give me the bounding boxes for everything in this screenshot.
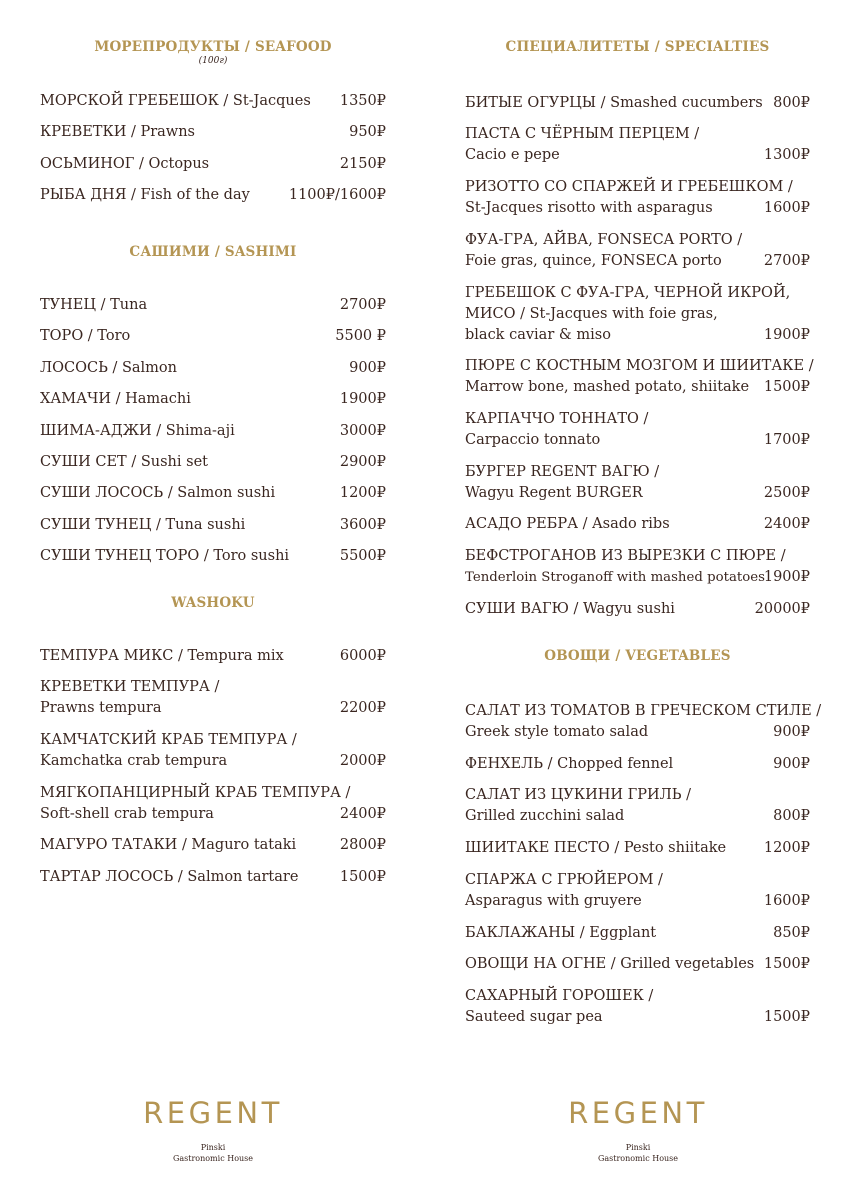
brand-tagline-line1: Pinski (625, 1143, 651, 1152)
section-sashimi (40, 244, 386, 564)
menu-item (465, 701, 822, 743)
menu-item-name: ШИМА-АДЖИ / Shima-aji (40, 423, 235, 439)
menu-item-name: ПЮРЕ С КОСТНЫМ МОЗГОМ И ШИИТАКЕ / (465, 358, 814, 374)
menu-item-price: 1600₽ (763, 893, 810, 909)
menu-item (465, 356, 814, 398)
menu-item-name: РИЗОТТО СО СПАРЖЕЙ И ГРЕБЕШКОМ / (465, 179, 793, 195)
section-header (40, 39, 386, 66)
menu-item-name: ЛОСОСЬ / Salmon (40, 360, 177, 376)
menu-item-name: Tenderloin Stroganoff with mashed potatoes (465, 570, 765, 585)
menu-item-price: 1900₽ (339, 391, 386, 407)
section-header (40, 244, 386, 260)
menu-item-price: 1700₽ (763, 432, 810, 448)
brand-footer-left (83, 1096, 343, 1164)
menu-item-price: 1500₽ (763, 1009, 810, 1025)
menu-item-name: МАГУРО ТАТАКИ / Maguro tataki (40, 837, 297, 853)
menu-item-price: 1350₽ (339, 93, 386, 109)
menu-item-name: АСАДО РЕБРА / Asado ribs (465, 516, 670, 532)
menu-item-name: Foie gras, quince, FONSECA porto (465, 253, 722, 269)
menu-item-name: САЛАТ ИЗ ТОМАТОВ В ГРЕЧЕСКОМ СТИЛЕ / (465, 703, 822, 719)
section-washoku (40, 595, 386, 885)
brand-tagline-line2: Gastronomic House (597, 1154, 679, 1163)
menu-item-price: 800₽ (773, 95, 810, 111)
section-title: ОВОЩИ / VEGETABLES (544, 648, 731, 664)
menu-item-price: 5500₽ (339, 548, 386, 564)
menu-item-price: 1900₽ (763, 569, 810, 585)
menu-item-name: Grilled zucchini salad (465, 808, 625, 824)
menu-item (40, 835, 386, 856)
menu-item-name: СУШИ ТУНЕЦ ТОРО / Toro sushi (40, 548, 290, 564)
menu-item-price: 1900₽ (763, 327, 810, 343)
menu-item-name: black caviar & miso (465, 327, 611, 343)
brand-footer-right (508, 1096, 768, 1164)
section-header (465, 648, 810, 664)
menu-item (40, 421, 386, 442)
menu-item-name: ТОРО / Toro (40, 328, 131, 344)
menu-item-name: St-Jacques risotto with asparagus (465, 200, 713, 216)
menu-item-price: 2200₽ (339, 700, 386, 716)
section-title: СПЕЦИАЛИТЕТЫ / SPECIALTIES (505, 39, 770, 55)
regent-logo: REGENT (568, 1096, 708, 1130)
menu-item-name: СУШИ ВАГЮ / Wagyu sushi (465, 601, 675, 617)
menu-item (465, 283, 810, 346)
menu-item (465, 409, 810, 451)
menu-item-name: САХАРНЫЙ ГОРОШЕК / (465, 988, 654, 1004)
menu-item (40, 326, 386, 347)
menu-item-name: КАМЧАТСКИЙ КРАБ ТЕМПУРА / (40, 732, 297, 748)
menu-item-price: 2700₽ (763, 253, 810, 269)
menu-item-name: ПАСТА С ЧЁРНЫМ ПЕРЦЕМ / (465, 126, 700, 142)
menu-item-name: БУРГЕР REGENT ВАГЮ / (465, 464, 660, 480)
menu-item (465, 986, 810, 1028)
menu-item (40, 546, 386, 567)
brand-tagline-line2: Gastronomic House (172, 1154, 254, 1163)
menu-item-price: 2900₽ (339, 454, 386, 470)
menu-item-price: 2000₽ (339, 753, 386, 769)
menu-item (465, 954, 810, 975)
menu-item-name: ФУА-ГРА, АЙВА, FONSECA PORTO / (465, 232, 743, 248)
menu-item-name: РЫБА ДНЯ / Fish of the day (40, 187, 250, 203)
menu-item (40, 185, 386, 206)
menu-item-name: Soft-shell crab tempura (40, 806, 214, 822)
menu-item-price: 5500 ₽ (335, 328, 386, 344)
menu-item (40, 867, 386, 888)
menu-item (465, 462, 810, 504)
menu-item (40, 122, 386, 143)
menu-item (40, 483, 386, 504)
menu-item-name: БАКЛАЖАНЫ / Eggplant (465, 925, 657, 941)
menu-item (40, 646, 386, 667)
menu-item-price: 3600₽ (339, 517, 386, 533)
menu-item (40, 730, 386, 772)
menu-item-name: КРЕВЕТКИ ТЕМПУРА / (40, 679, 220, 695)
menu-item (40, 358, 386, 379)
menu-item-name: ТАРТАР ЛОСОСЬ / Salmon tartare (40, 869, 299, 885)
regent-logo: REGENT (143, 1096, 283, 1130)
menu-item (40, 677, 386, 719)
menu-item-name: СУШИ ЛОСОСЬ / Salmon sushi (40, 485, 276, 501)
menu-item (40, 91, 386, 112)
menu-item-name: ОВОЩИ НА ОГНЕ / Grilled vegetables (465, 956, 755, 972)
menu-item-name: Kamchatka crab tempura (40, 753, 228, 769)
menu-item-name: Asparagus with gruyere (465, 893, 642, 909)
section-header (40, 595, 386, 611)
menu-item (40, 295, 386, 316)
menu-item (465, 514, 810, 535)
section-title: МОРЕПРОДУКТЫ / SEAFOOD (94, 39, 332, 55)
menu-item-name: БИТЫЕ ОГУРЦЫ / Smashed cucumbers (465, 95, 763, 111)
menu-item (40, 783, 386, 825)
menu-item-name: ШИИТАКЕ ПЕСТО / Pesto shiitake (465, 840, 727, 856)
menu-item (465, 93, 810, 114)
brand-tagline-line1: Pinski (200, 1143, 226, 1152)
menu-item-price: 2800₽ (339, 837, 386, 853)
menu-item-price: 950₽ (349, 124, 386, 140)
menu-item-price: 6000₽ (339, 648, 386, 664)
menu-item (465, 923, 810, 944)
menu-item-name: Marrow bone, mashed potato, shiitake (465, 379, 750, 395)
menu-item-price: 1300₽ (763, 147, 810, 163)
menu-item-price: 1200₽ (339, 485, 386, 501)
menu-item-price: 2700₽ (339, 297, 386, 313)
menu-item-price: 2150₽ (339, 156, 386, 172)
menu-item (40, 515, 386, 536)
menu-item-name: ТУНЕЦ / Tuna (40, 297, 148, 313)
menu-item (465, 838, 810, 859)
menu-item-price: 900₽ (773, 724, 810, 740)
menu-item-name: ГРЕБЕШОК С ФУА-ГРА, ЧЕРНОЙ ИКРОЙ, (465, 285, 791, 301)
menu-item-name: МИСО / St-Jacques with foie gras, (465, 306, 718, 322)
menu-item-name: КРЕВЕТКИ / Prawns (40, 124, 195, 140)
section-header (465, 39, 810, 55)
menu-item-name: МЯГКОПАНЦИРНЫЙ КРАБ ТЕМПУРА / (40, 785, 351, 801)
menu-item-name: БЕФСТРОГАНОВ ИЗ ВЫРЕЗКИ С ПЮРЕ / (465, 548, 786, 564)
menu-item-price: 1500₽ (763, 956, 810, 972)
menu-item-name: ФЕНХЕЛЬ / Chopped fennel (465, 756, 674, 772)
section-seafood (40, 39, 386, 203)
menu-item-name: Prawns tempura (40, 700, 162, 716)
menu-item-price: 850₽ (773, 925, 810, 941)
menu-item-price: 800₽ (773, 808, 810, 824)
menu-item-price: 20000₽ (754, 601, 810, 617)
section-subtitle: (100г) (198, 56, 228, 66)
menu-item (465, 785, 810, 827)
menu-item-price: 1600₽ (763, 200, 810, 216)
section-vegetables (465, 648, 822, 1025)
menu-item (40, 389, 386, 410)
menu-item-price: 1100₽/1600₽ (288, 187, 386, 203)
menu-item (465, 177, 810, 219)
menu-item-name: Wagyu Regent BURGER (465, 485, 643, 501)
menu-item-price: 2500₽ (763, 485, 810, 501)
menu-item-price: 900₽ (349, 360, 386, 376)
menu-item-name: МОРСКОЙ ГРЕБЕШОК / St-Jacques (40, 93, 311, 109)
menu-item (465, 754, 810, 775)
menu-item-name: СПАРЖА С ГРЮЙЕРОМ / (465, 872, 663, 888)
menu-item-name: Cacio e pepe (465, 147, 560, 163)
menu-item-price: 900₽ (773, 756, 810, 772)
menu-item-name: КАРПАЧЧО ТОННАТО / (465, 411, 649, 427)
menu-item (40, 154, 386, 175)
menu-item (465, 124, 810, 166)
menu-item-name: ОСЬМИНОГ / Octopus (40, 156, 210, 172)
menu-item-name: Sauteed sugar pea (465, 1009, 603, 1025)
menu-item-price: 2400₽ (339, 806, 386, 822)
menu-item-price: 1500₽ (763, 379, 810, 395)
menu-item-name: ТЕМПУРА МИКС / Tempura mix (40, 648, 284, 664)
menu-item-name: СУШИ ТУНЕЦ / Tuna sushi (40, 517, 246, 533)
section-specialties (465, 39, 814, 617)
menu-item-price: 1200₽ (763, 840, 810, 856)
section-title: САШИМИ / SASHIMI (129, 244, 297, 260)
menu-item (465, 230, 810, 272)
menu-item (465, 599, 810, 620)
menu-item-name: СУШИ СЕТ / Sushi set (40, 454, 208, 470)
menu-item-name: ХАМАЧИ / Hamachi (40, 391, 191, 407)
menu-item-price: 2400₽ (763, 516, 810, 532)
menu-item-name: Carpaccio tonnato (465, 432, 601, 448)
menu-item-price: 3000₽ (339, 423, 386, 439)
menu-item (40, 452, 386, 473)
menu-item-name: Greek style tomato salad (465, 724, 649, 740)
menu-item (465, 546, 810, 588)
menu-item-name: САЛАТ ИЗ ЦУКИНИ ГРИЛЬ / (465, 787, 691, 803)
menu-item (465, 870, 810, 912)
section-title: WASHOKU (171, 595, 255, 611)
menu-item-price: 1500₽ (339, 869, 386, 885)
